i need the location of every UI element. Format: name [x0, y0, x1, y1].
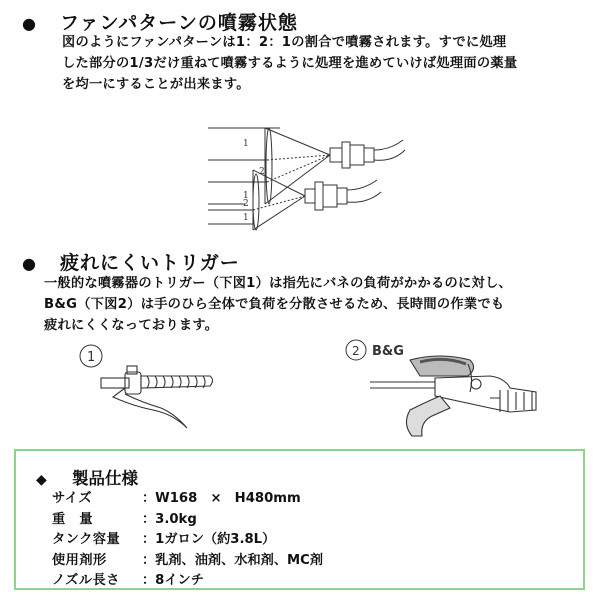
spec-value: ：3.0kg [142, 511, 197, 527]
spec-value: ：1ガロン（約3.8L） [142, 532, 276, 547]
figure2-number: 2 [352, 344, 360, 358]
bullet-icon: ● [22, 254, 37, 273]
fan-label: 1 [243, 191, 249, 201]
spec-row-nozzle-length [52, 571, 323, 592]
fan-label: 2 [259, 167, 265, 177]
specifications-title: 製品仕様 [72, 469, 138, 488]
spec-label: 重 量 [52, 511, 94, 527]
figure2-brand-label: B&G [372, 344, 404, 359]
spec-row-weight [52, 510, 323, 531]
section2-title: 疲れにくいトリガー [60, 252, 240, 274]
spec-row-tank-capacity [52, 530, 323, 551]
section1-paragraph [62, 32, 517, 95]
spec-value: ：乳剤、油剤、水和剤、MC剤 [142, 552, 324, 568]
spec-label: ノズル長さ [52, 573, 120, 588]
section2-paragraph [44, 273, 512, 336]
specifications-heading [36, 465, 138, 489]
spec-row-size [52, 489, 323, 510]
bullet-icon: ● [22, 14, 37, 33]
section2-line: B&G（下図2）は手のひら全体で負荷を分散させるため、長時間の作業でも [44, 297, 505, 312]
section1-line: した部分の1/3だけ重ねて噴霧するように処理を進めていけば処理面の薬量 [62, 56, 518, 71]
section2-line: 一般的な噴霧器のトリガー（下図1）は指先にバネの負荷がかかるのに対し、 [44, 276, 512, 291]
specifications-list [52, 489, 323, 592]
specifications-box [14, 449, 585, 590]
spec-label: 使用剤形 [52, 552, 107, 568]
diamond-icon: ◆ [36, 472, 47, 488]
spec-value: ：8インチ [142, 573, 204, 588]
spec-row-formulations [52, 551, 323, 572]
spec-value: ：W168 × H480mm [142, 491, 301, 506]
spec-label: タンク容量 [52, 532, 121, 547]
bg-trigger-illustration [340, 338, 545, 443]
fan-label: 2 [243, 199, 249, 209]
section2-heading [22, 248, 240, 275]
section2-line: 疲れにくくなっております。 [44, 318, 219, 333]
section1-line: を均一にすることが出来ます。 [62, 77, 250, 92]
section1-heading [22, 8, 298, 35]
figure1-number: 1 [87, 350, 96, 365]
section1-line: 図のようにファンパターンは1：2：1の割合で噴霧されます。すでに処理 [62, 35, 507, 50]
fan-label: 1 [243, 213, 249, 223]
fan-label: 1 [243, 139, 249, 149]
standard-trigger-illustration [75, 342, 225, 437]
spec-label: サイズ [52, 491, 93, 506]
section1-title: ファンパターンの噴霧状態 [60, 12, 298, 34]
fan-pattern-diagram [205, 122, 410, 232]
